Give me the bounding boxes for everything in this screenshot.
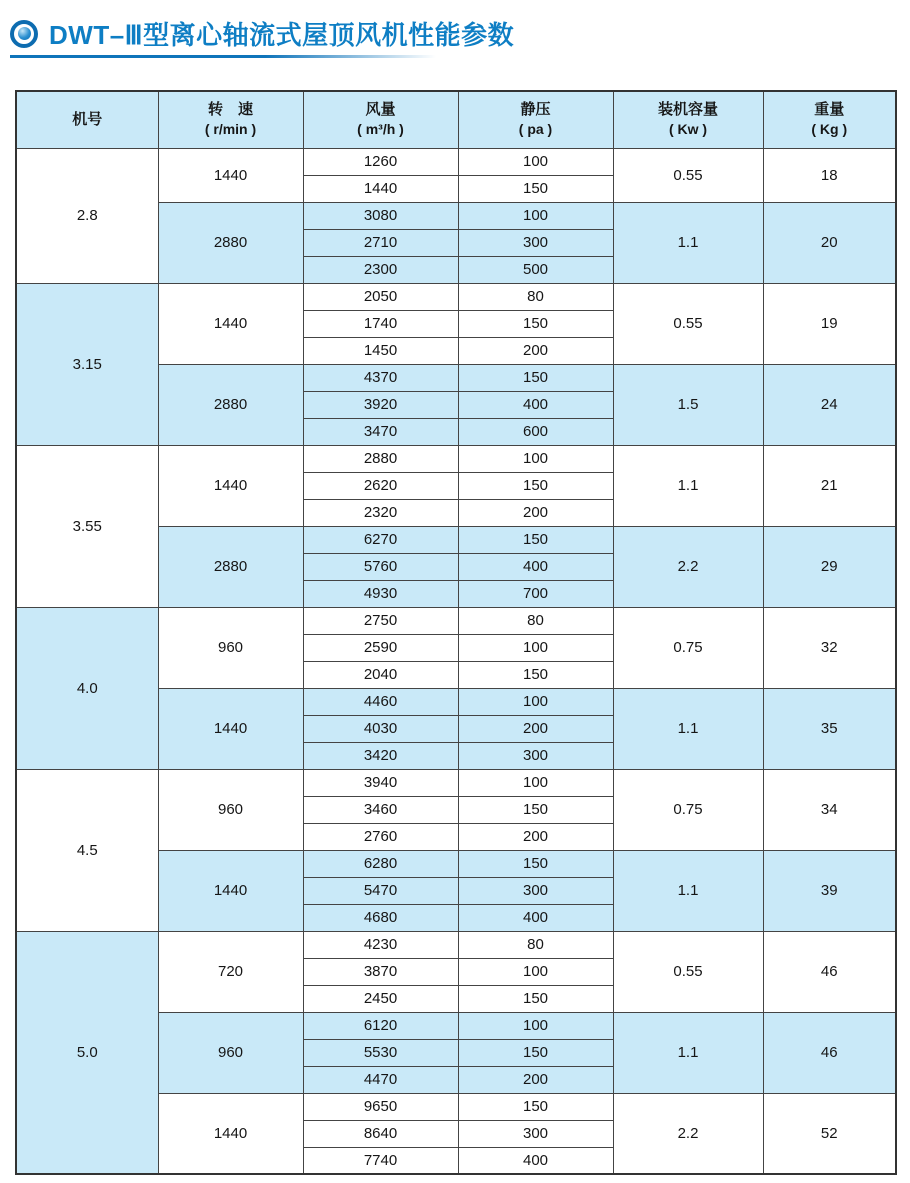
airflow-cell: 2620 xyxy=(303,472,458,499)
power-cell: 1.1 xyxy=(613,688,763,769)
pressure-cell: 100 xyxy=(458,1012,613,1039)
table-row xyxy=(16,769,896,796)
power-cell: 1.1 xyxy=(613,445,763,526)
table-row xyxy=(16,607,896,634)
weight-cell: 24 xyxy=(763,364,896,445)
pressure-cell: 80 xyxy=(458,607,613,634)
pressure-cell: 100 xyxy=(458,769,613,796)
pressure-cell: 600 xyxy=(458,418,613,445)
airflow-cell: 2880 xyxy=(303,445,458,472)
power-cell: 0.55 xyxy=(613,931,763,1012)
airflow-cell: 2450 xyxy=(303,985,458,1012)
weight-cell: 46 xyxy=(763,1012,896,1093)
pressure-cell: 300 xyxy=(458,229,613,256)
weight-cell: 52 xyxy=(763,1093,896,1174)
model-cell: 5.0 xyxy=(16,931,158,1174)
header-cell-weight xyxy=(763,91,896,148)
header-label: 重量 xyxy=(814,101,845,119)
airflow-cell: 2050 xyxy=(303,283,458,310)
title-underline xyxy=(10,55,436,58)
airflow-cell: 6270 xyxy=(303,526,458,553)
speed-cell: 1440 xyxy=(158,148,303,202)
pressure-cell: 200 xyxy=(458,337,613,364)
airflow-cell: 9650 xyxy=(303,1093,458,1120)
header-unit: ( m³/h ) xyxy=(357,121,404,138)
pressure-cell: 150 xyxy=(458,175,613,202)
speed-cell: 2880 xyxy=(158,526,303,607)
pressure-cell: 150 xyxy=(458,526,613,553)
header-unit: ( Kw ) xyxy=(668,121,708,138)
bullet-icon-core xyxy=(18,27,31,40)
pressure-cell: 200 xyxy=(458,823,613,850)
airflow-cell: 5530 xyxy=(303,1039,458,1066)
fan-spec-table xyxy=(15,90,897,1175)
header-cell-power xyxy=(613,91,763,148)
table-row xyxy=(16,283,896,310)
weight-cell: 39 xyxy=(763,850,896,931)
airflow-cell: 4470 xyxy=(303,1066,458,1093)
pressure-cell: 100 xyxy=(458,688,613,715)
speed-cell: 960 xyxy=(158,769,303,850)
header-label: 转 速 xyxy=(207,101,253,119)
pressure-cell: 300 xyxy=(458,1120,613,1147)
power-cell: 1.5 xyxy=(613,364,763,445)
airflow-cell: 4680 xyxy=(303,904,458,931)
model-cell: 4.0 xyxy=(16,607,158,769)
weight-cell: 34 xyxy=(763,769,896,850)
table-row xyxy=(16,931,896,958)
airflow-cell: 4930 xyxy=(303,580,458,607)
speed-cell: 1440 xyxy=(158,850,303,931)
header-label: 风量 xyxy=(365,101,396,119)
airflow-cell: 2300 xyxy=(303,256,458,283)
header-cell-speed xyxy=(158,91,303,148)
power-cell: 0.75 xyxy=(613,607,763,688)
power-cell: 0.55 xyxy=(613,283,763,364)
table-row xyxy=(16,445,896,472)
airflow-cell: 2590 xyxy=(303,634,458,661)
weight-cell: 19 xyxy=(763,283,896,364)
bullet-icon xyxy=(10,20,38,48)
airflow-cell: 6120 xyxy=(303,1012,458,1039)
header-cell-pressure xyxy=(458,91,613,148)
pressure-cell: 200 xyxy=(458,1066,613,1093)
header-label: 装机容量 xyxy=(657,101,718,119)
pressure-cell: 700 xyxy=(458,580,613,607)
table-row xyxy=(16,148,896,175)
pressure-cell: 150 xyxy=(458,472,613,499)
speed-cell: 1440 xyxy=(158,688,303,769)
weight-cell: 21 xyxy=(763,445,896,526)
airflow-cell: 2040 xyxy=(303,661,458,688)
airflow-cell: 1260 xyxy=(303,148,458,175)
airflow-cell: 4460 xyxy=(303,688,458,715)
pressure-cell: 500 xyxy=(458,256,613,283)
pressure-cell: 300 xyxy=(458,742,613,769)
power-cell: 2.2 xyxy=(613,526,763,607)
pressure-cell: 100 xyxy=(458,958,613,985)
power-cell: 1.1 xyxy=(613,1012,763,1093)
pressure-cell: 100 xyxy=(458,445,613,472)
pressure-cell: 150 xyxy=(458,850,613,877)
speed-cell: 1440 xyxy=(158,283,303,364)
power-cell: 2.2 xyxy=(613,1093,763,1174)
header-label: 静压 xyxy=(520,101,551,119)
airflow-cell: 7740 xyxy=(303,1147,458,1174)
power-cell: 1.1 xyxy=(613,202,763,283)
pressure-cell: 200 xyxy=(458,715,613,742)
header-label: 机号 xyxy=(72,110,103,128)
airflow-cell: 6280 xyxy=(303,850,458,877)
pressure-cell: 400 xyxy=(458,391,613,418)
weight-cell: 20 xyxy=(763,202,896,283)
weight-cell: 32 xyxy=(763,607,896,688)
airflow-cell: 4030 xyxy=(303,715,458,742)
header-row xyxy=(16,91,896,148)
pressure-cell: 100 xyxy=(458,148,613,175)
airflow-cell: 3470 xyxy=(303,418,458,445)
table-header xyxy=(16,91,896,148)
header-unit: ( Kg ) xyxy=(811,121,848,138)
airflow-cell: 1740 xyxy=(303,310,458,337)
pressure-cell: 100 xyxy=(458,634,613,661)
pressure-cell: 80 xyxy=(458,931,613,958)
speed-cell: 2880 xyxy=(158,202,303,283)
header-cell-model xyxy=(16,91,158,148)
header-unit: ( r/min ) xyxy=(204,121,257,138)
airflow-cell: 4230 xyxy=(303,931,458,958)
airflow-cell: 3870 xyxy=(303,958,458,985)
page-header xyxy=(10,15,514,52)
header-unit: ( pa ) xyxy=(518,121,553,138)
airflow-cell: 5470 xyxy=(303,877,458,904)
airflow-cell: 8640 xyxy=(303,1120,458,1147)
weight-cell: 29 xyxy=(763,526,896,607)
power-cell: 0.75 xyxy=(613,769,763,850)
speed-cell: 960 xyxy=(158,607,303,688)
model-cell: 3.15 xyxy=(16,283,158,445)
page-title: DWT–Ⅲ型离心轴流式屋顶风机性能参数 xyxy=(49,20,515,50)
airflow-cell: 2320 xyxy=(303,499,458,526)
model-cell: 3.55 xyxy=(16,445,158,607)
weight-cell: 46 xyxy=(763,931,896,1012)
pressure-cell: 150 xyxy=(458,661,613,688)
power-cell: 0.55 xyxy=(613,148,763,202)
airflow-cell: 5760 xyxy=(303,553,458,580)
model-cell: 2.8 xyxy=(16,148,158,283)
airflow-cell: 4370 xyxy=(303,364,458,391)
power-cell: 1.1 xyxy=(613,850,763,931)
pressure-cell: 80 xyxy=(458,283,613,310)
airflow-cell: 2760 xyxy=(303,823,458,850)
airflow-cell: 1440 xyxy=(303,175,458,202)
weight-cell: 18 xyxy=(763,148,896,202)
airflow-cell: 3460 xyxy=(303,796,458,823)
airflow-cell: 3080 xyxy=(303,202,458,229)
airflow-cell: 1450 xyxy=(303,337,458,364)
pressure-cell: 400 xyxy=(458,1147,613,1174)
airflow-cell: 3940 xyxy=(303,769,458,796)
pressure-cell: 150 xyxy=(458,1039,613,1066)
airflow-cell: 3420 xyxy=(303,742,458,769)
speed-cell: 2880 xyxy=(158,364,303,445)
speed-cell: 960 xyxy=(158,1012,303,1093)
pressure-cell: 300 xyxy=(458,877,613,904)
pressure-cell: 150 xyxy=(458,364,613,391)
airflow-cell: 2710 xyxy=(303,229,458,256)
airflow-cell: 3920 xyxy=(303,391,458,418)
model-cell: 4.5 xyxy=(16,769,158,931)
speed-cell: 1440 xyxy=(158,1093,303,1174)
pressure-cell: 150 xyxy=(458,1093,613,1120)
weight-cell: 35 xyxy=(763,688,896,769)
speed-cell: 1440 xyxy=(158,445,303,526)
pressure-cell: 150 xyxy=(458,796,613,823)
airflow-cell: 2750 xyxy=(303,607,458,634)
pressure-cell: 100 xyxy=(458,202,613,229)
fan-table-body xyxy=(16,148,896,1174)
pressure-cell: 400 xyxy=(458,553,613,580)
speed-cell: 720 xyxy=(158,931,303,1012)
pressure-cell: 150 xyxy=(458,310,613,337)
pressure-cell: 200 xyxy=(458,499,613,526)
pressure-cell: 150 xyxy=(458,985,613,1012)
pressure-cell: 400 xyxy=(458,904,613,931)
header-cell-airflow xyxy=(303,91,458,148)
